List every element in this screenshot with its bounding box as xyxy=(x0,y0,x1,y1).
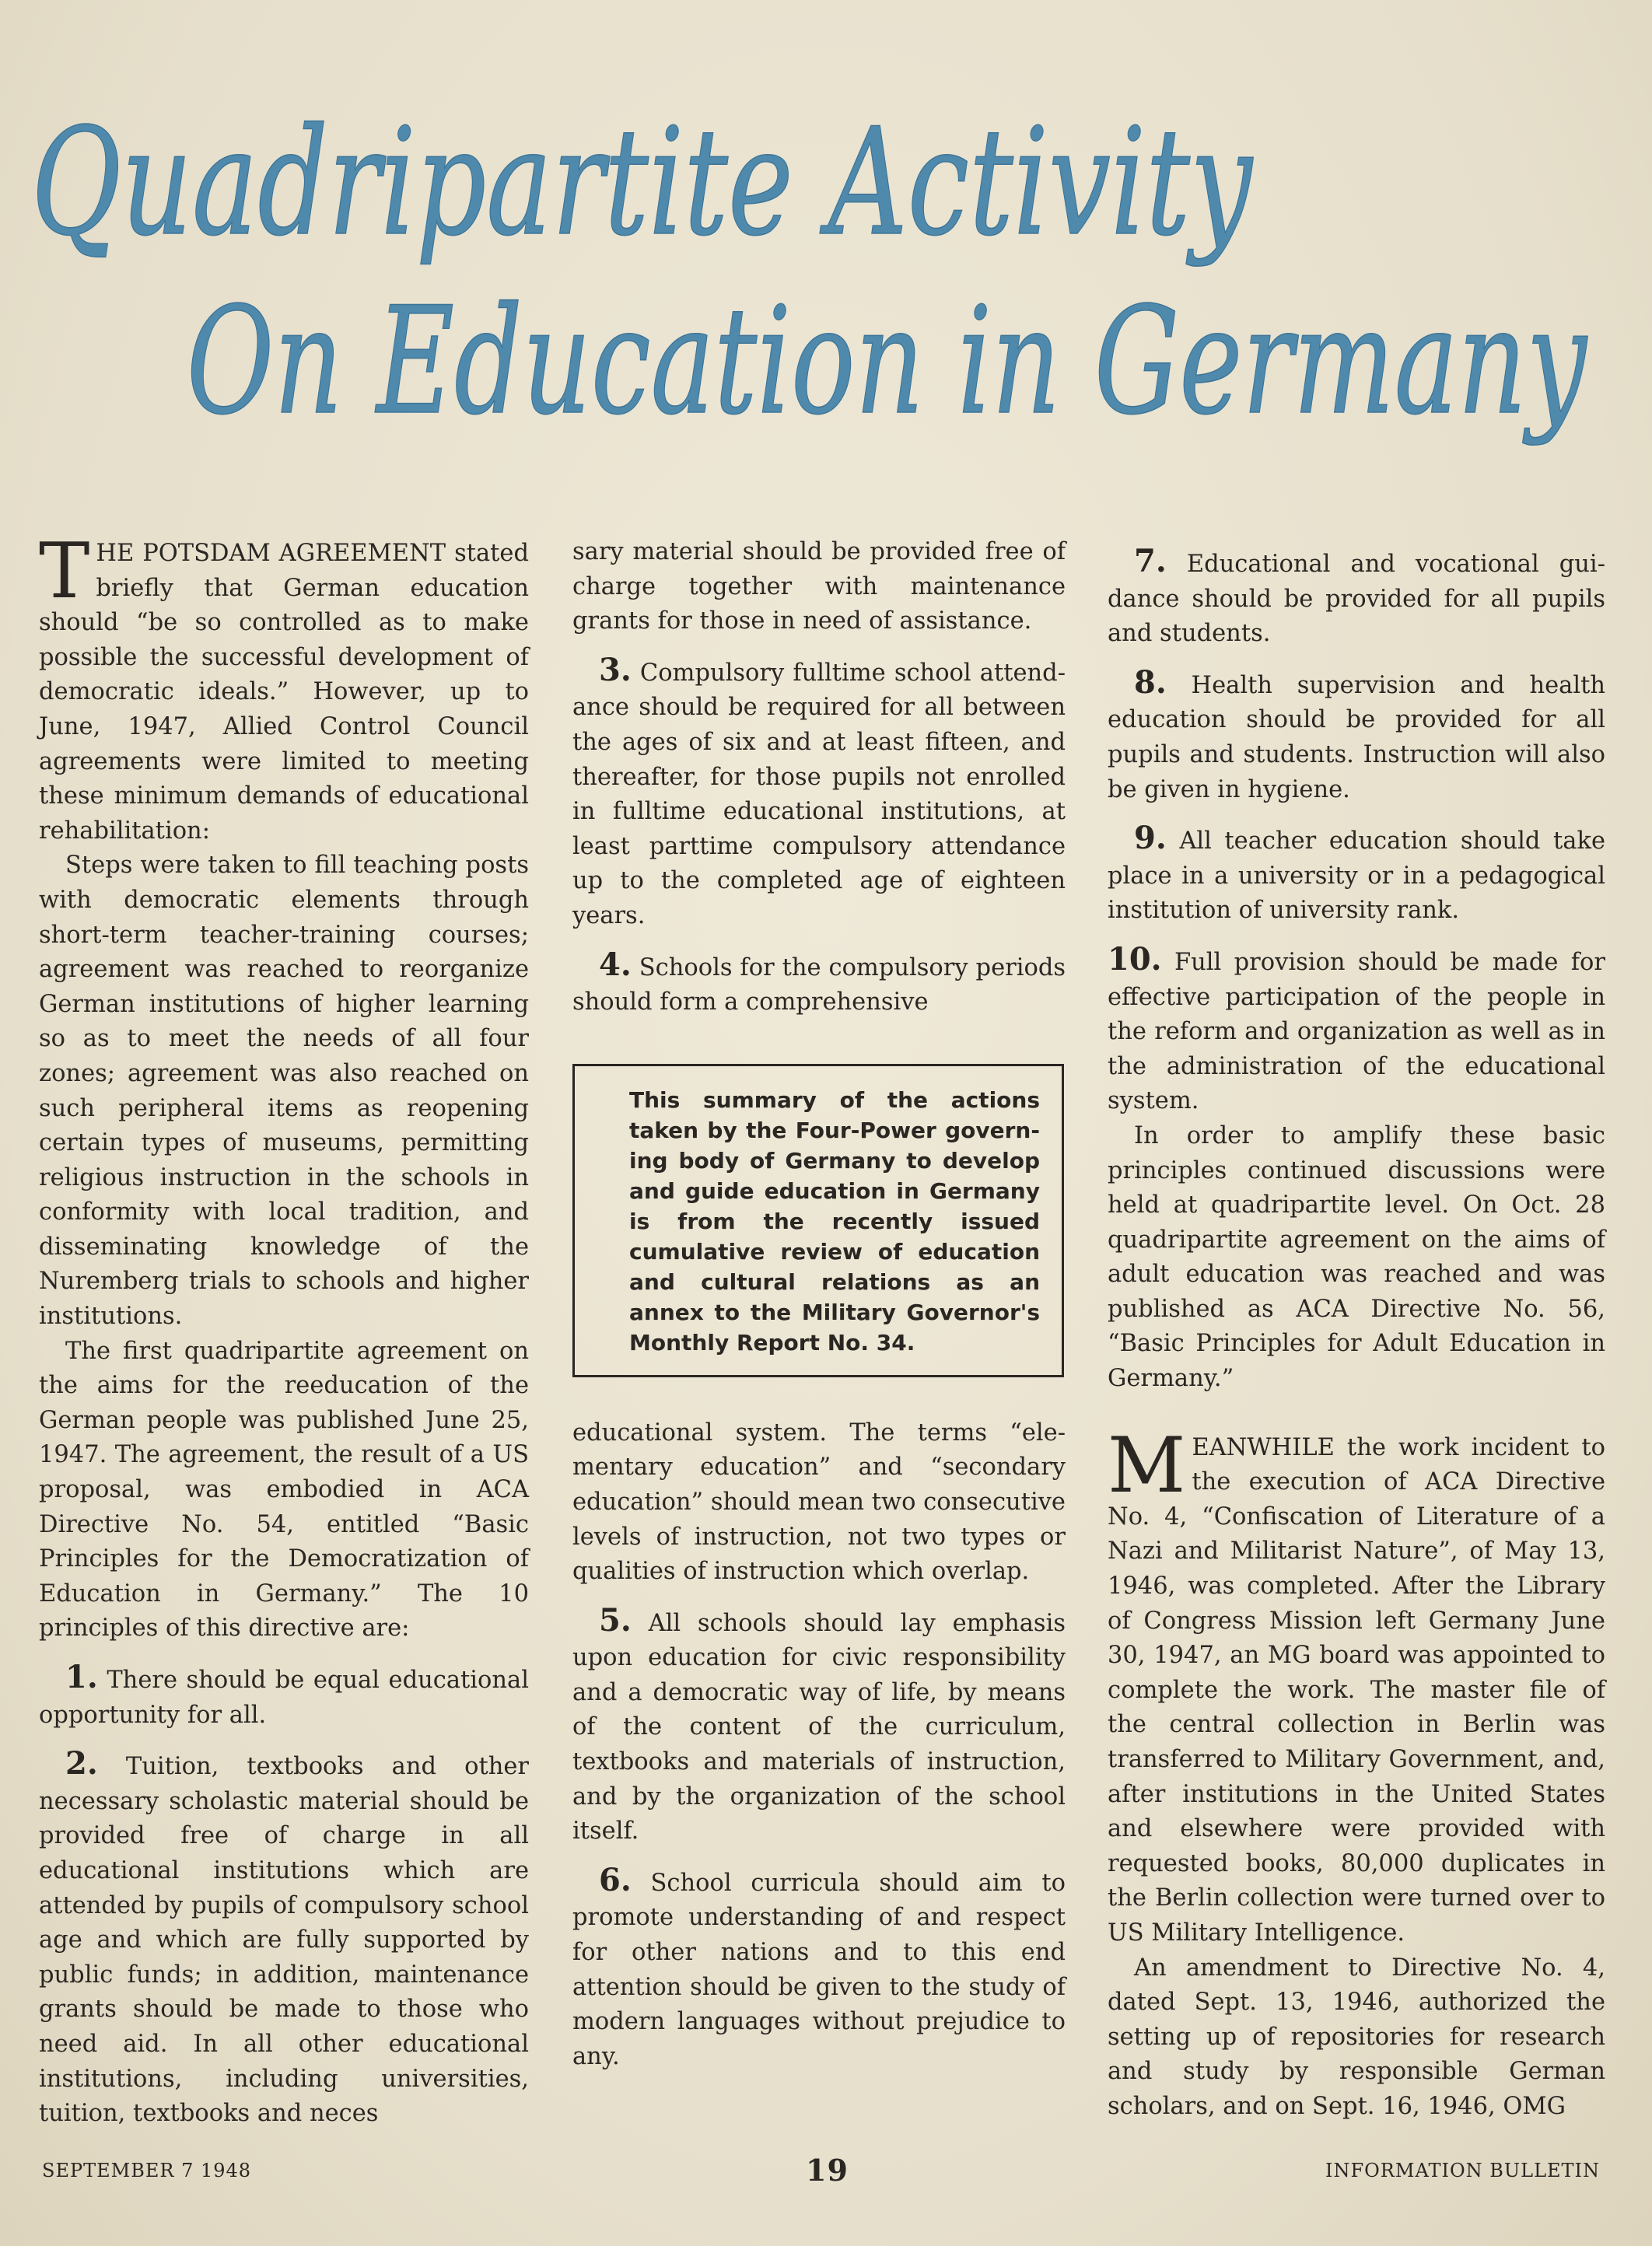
principle-text: Schools for the compulsory periods should form a comprehensive xyxy=(572,953,1066,1016)
principle-number: 1. xyxy=(65,1659,98,1695)
meanwhile-text: EANWHILE the work incident to the execution of ACA Directive No. 4, “Confiscation of Literature of a Nazi and Militarist Nature”, of May 13, 1946, was completed. After the Library of Congress Mission left Germany June 30, 1947, an MG board was appointed to complete the work. The master file of the central collection in Berlin was transferred to Military Government, and, after institutions in the United States and elsewhere were provided with requested books, 80,000 duplicates in the Berlin collection were turned over to US Military Intelligence. xyxy=(1108,1433,1605,1947)
column-3 xyxy=(1108,544,1605,2125)
principle-text: Compulsory fulltime school attendance should be required for all between the ages of six and at least fifteen, and thereafter, for those pupils not enrolled in fulltime educational institutions, at least parttime compulsory attendance up to the completed age of eighteen years. xyxy=(572,659,1066,929)
principle-number: 9. xyxy=(1134,820,1167,857)
title-line-1: Quadripartite Activity xyxy=(31,96,1254,268)
principle-number: 5. xyxy=(599,1601,632,1639)
principle-text: Tuition, textbooks and other necessary scholastic material should be provided free of charge in all educational institutions which are attended by pupils of compulsory school age and which are fully supported by public funds; in addition, maintenance grants should be made to those who need aid. In all other educational institutions, including universities, tuition, textbooks and neces xyxy=(39,1753,529,2128)
principle-7 xyxy=(1108,544,1605,652)
principle-5 xyxy=(572,1601,1066,1849)
principle-number: 2. xyxy=(65,1745,98,1782)
drop-cap-t: T xyxy=(39,527,90,616)
principle-number: 6. xyxy=(599,1861,632,1898)
principle-number: 3. xyxy=(599,651,632,688)
column-1 xyxy=(39,527,529,2132)
meanwhile-paragraph xyxy=(1108,1421,1605,1951)
page-number: 19 xyxy=(806,2153,849,2188)
intro-paragraph xyxy=(39,527,529,848)
publication-name: INFORMATION BULLETIN xyxy=(1325,2160,1601,2181)
intro-text: HE POTSDAM AGREEMENT stated briefly that German education should “be so controlled as to make possible the successful development of democratic ideals.” However, up to June, 1947, Allied Control Council agreements were limited to meeting these minimum demands of educational rehabilitation: xyxy=(39,540,529,845)
principle-text: Full provision should be made for effective participation of the people in the reform and organization as well as in the administration of the educational system. xyxy=(1108,948,1605,1115)
title-line-2: On Education in Germany xyxy=(187,275,1588,447)
principle-text: There should be equal educational opportunity for all. xyxy=(39,1667,529,1729)
principle-6 xyxy=(572,1863,1066,2075)
principle-1 xyxy=(39,1660,529,1733)
title-lettering xyxy=(31,31,1618,467)
principle-text: All teacher education should take place in a university or in a pedagogical institution of university rank. xyxy=(1108,827,1605,925)
principle-number: 4. xyxy=(599,946,632,983)
principle-3 xyxy=(572,653,1066,934)
principle-10 xyxy=(1108,940,1605,1119)
drop-cap-m: M xyxy=(1108,1421,1186,1510)
principle-number: 10. xyxy=(1108,940,1162,978)
column-2 xyxy=(572,535,1066,2074)
principle-9 xyxy=(1108,821,1605,929)
principle-4 xyxy=(572,948,1066,1020)
principle-text: School curricula should aim to promote understanding of and respect for other nations and to this end attention should be given to the study of modern languages without prejudice to any. xyxy=(572,1869,1066,2070)
steps-paragraph: Steps were taken to fill teaching posts with democratic elements through short-term teacher-training courses; agreement was reached to reorganize German institutions of higher learning so as to meet the needs of all four zones; agreement was also reached on such peripheral items as reopening certain types of museums, permitting religious instruction in the schools in conformity with local tradition, and disseminating knowledge of the Nuremberg trials to schools and higher institutions. xyxy=(39,852,529,1331)
principle-4-continued: educational system. The terms “elementary education” and “secondary education” should mean two consecutive levels of instruction, not two types or qualities of instruction which overlap. xyxy=(572,1419,1066,1586)
principle-8 xyxy=(1108,663,1605,807)
summary-box: This summary of the actions taken by the Four-Power governing body of Germany to develop and guide education in Germany is from the recently issued cumulative review of education and cultural relations as an annex to the Military Governor's Monthly Report No. 34. xyxy=(572,1064,1064,1377)
principle-text: All schools should lay emphasis upon education for civic responsibility and a democratic way of life, by means of the content of the curriculum, textbooks and materials of instruction, and by the organization of the school itself. xyxy=(572,1609,1066,1845)
principle-text: Educational and vocational guidance should be provided for all pupils and students. xyxy=(1108,551,1605,648)
amplify-paragraph: In order to amplify these basic principles continued discussions were held at quadripartite level. On Oct. 28 quadripartite agreement on the aims of adult education was reached and was published as ACA Directive No. 56, “Basic Principles for Adult Education in Germany.” xyxy=(1108,1121,1605,1393)
footer-date: SEPTEMBER 7 1948 xyxy=(42,2160,252,2181)
principle-number: 8. xyxy=(1134,663,1167,701)
principle-text: Health supervision and health education should be provided for all pupils and students. Instruction will also be given in hygiene. xyxy=(1108,671,1605,803)
principle-number: 7. xyxy=(1134,543,1167,579)
amendment-paragraph: An amendment to Directive No. 4, dated Sept. 13, 1946, authorized the setting up of repositories for research and study by responsible German scholars, and on Sept. 16, 1946, OMG xyxy=(1108,1954,1605,2120)
principle-2 xyxy=(39,1747,529,2132)
first-agreement-paragraph: The first quadripartite agreement on the aims for the reeducation of the German people was published June 25, 1947. The agreement, the result of a US proposal, was embodied in ACA Directive No. 54, entitled “Basic Principles for the Democratization of Education in Germany.” The 10 principles of this directive are: xyxy=(39,1337,529,1643)
page-title xyxy=(31,31,1618,467)
continued-paragraph: sary material should be provided free of charge together with maintenance grants for those in need of assistance. xyxy=(572,538,1066,635)
